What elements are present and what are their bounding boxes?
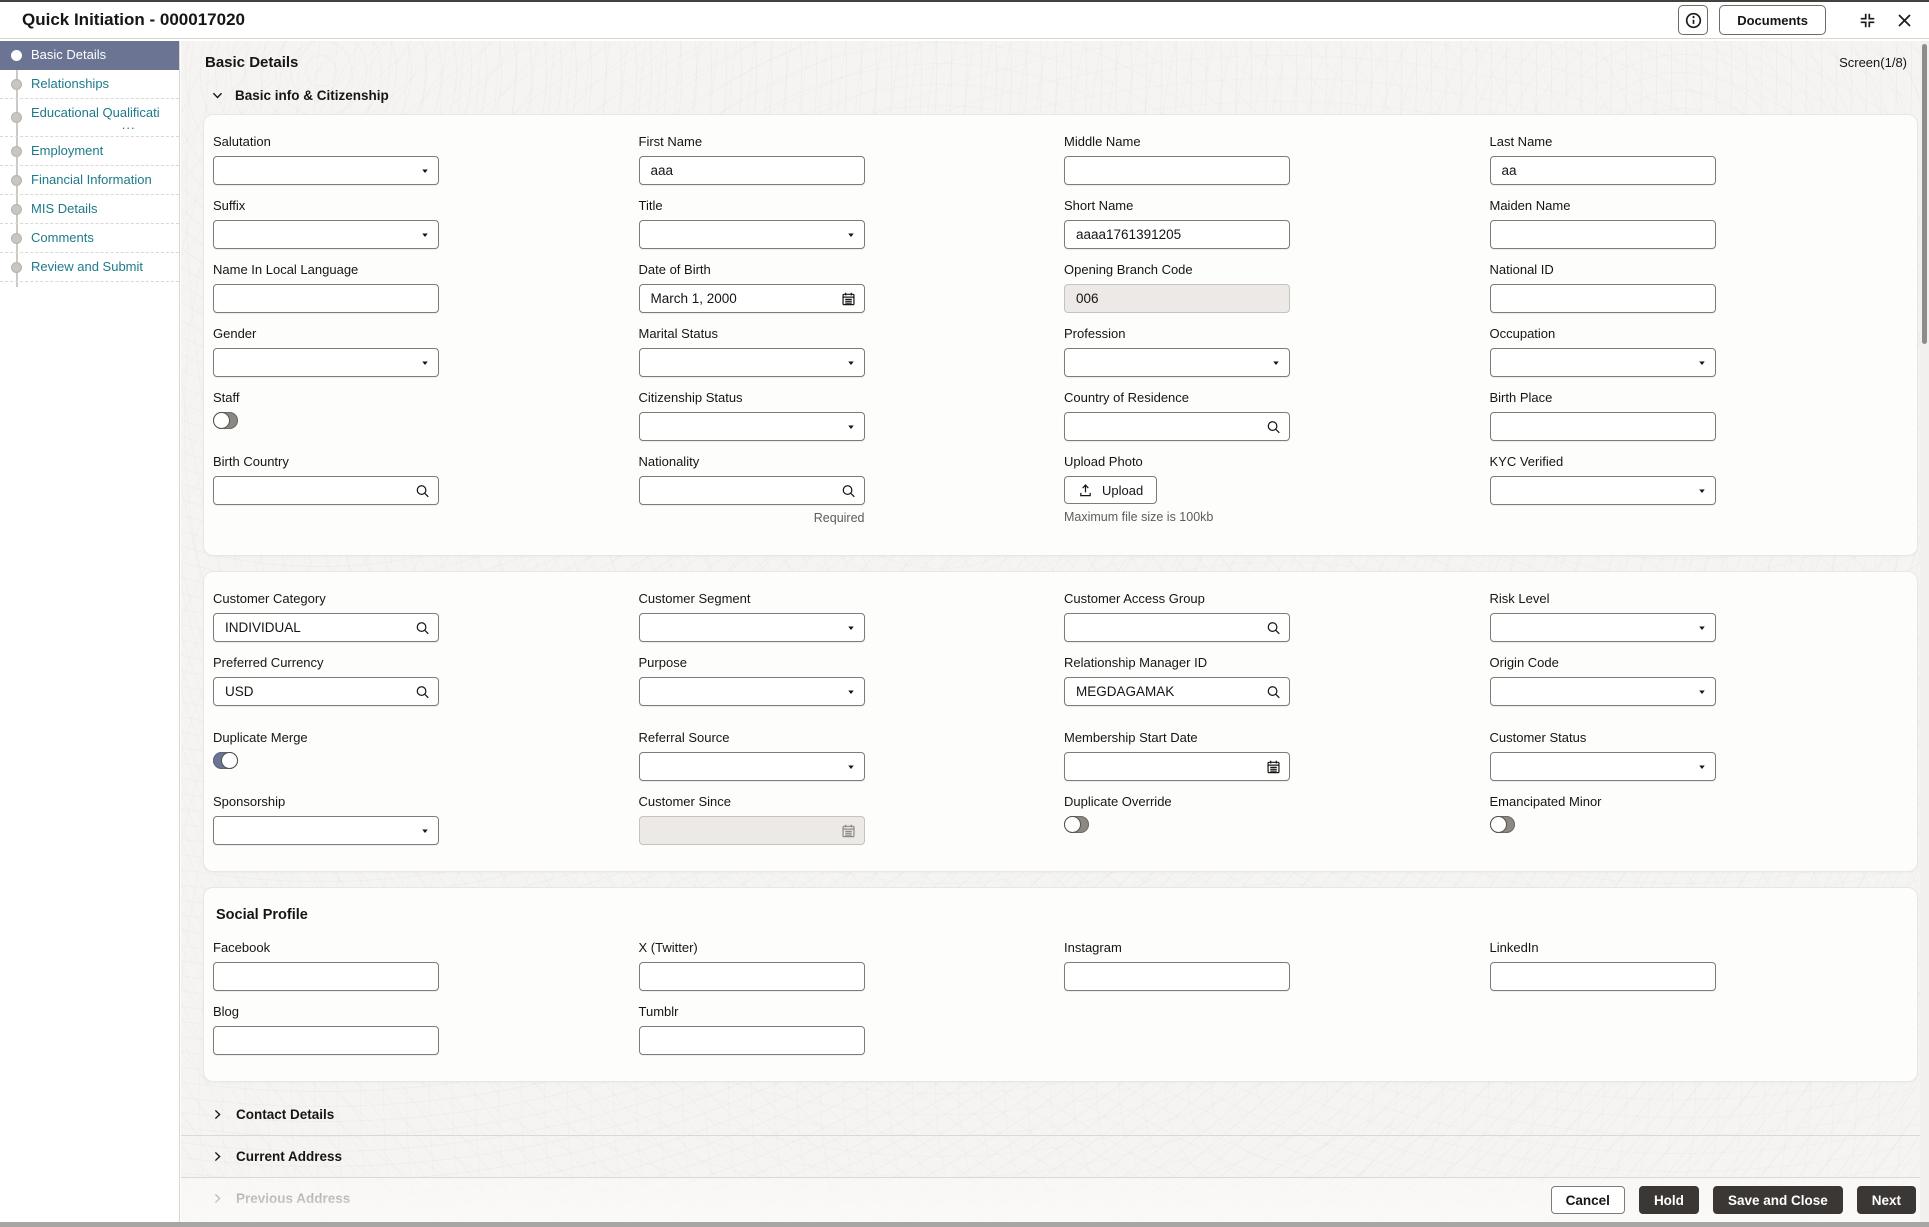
chevron-down-icon xyxy=(420,230,430,240)
sidebar-item-employment[interactable]: Employment xyxy=(0,137,179,166)
upload-helper-text: Maximum file size is 100kb xyxy=(1064,510,1214,524)
screen-indicator: Screen(1/8) xyxy=(1839,55,1907,70)
page-title: Basic Details xyxy=(205,54,299,71)
chevron-down-icon xyxy=(846,623,856,633)
field-instagram: Instagram xyxy=(1064,940,1290,991)
title-select[interactable] xyxy=(639,220,865,249)
staff-toggle[interactable] xyxy=(213,412,238,429)
sidebar-item-educational-qualification[interactable]: Educational Qualificati ... xyxy=(0,99,179,137)
truncation-ellipsis: ... xyxy=(121,117,136,133)
field-gender: Gender xyxy=(213,326,439,377)
chevron-down-icon xyxy=(846,358,856,368)
toggle-knob xyxy=(222,753,237,768)
close-icon[interactable] xyxy=(1896,12,1913,29)
linkedin-input[interactable] xyxy=(1490,962,1716,991)
toggle-knob xyxy=(214,413,229,428)
chevron-down-icon xyxy=(1697,687,1707,697)
duplicate-merge-toggle[interactable] xyxy=(213,752,238,769)
search-icon[interactable] xyxy=(415,620,430,635)
step-dot-icon xyxy=(11,233,22,244)
field-purpose: Purpose xyxy=(639,655,865,706)
field-profession: Profession xyxy=(1064,326,1290,377)
search-icon[interactable] xyxy=(415,483,430,498)
field-facebook: Facebook xyxy=(213,940,439,991)
search-icon[interactable] xyxy=(1266,419,1281,434)
chevron-down-icon xyxy=(846,422,856,432)
field-blog: Blog xyxy=(213,1004,439,1055)
kyc-verified-select[interactable] xyxy=(1490,476,1716,505)
chevron-down-icon xyxy=(211,89,224,102)
birth-country-lookup[interactable] xyxy=(213,476,439,505)
field-marital-status: Marital Status xyxy=(639,326,865,377)
field-national-id: National ID xyxy=(1490,262,1716,313)
upload-icon xyxy=(1078,483,1093,498)
social-profile-card xyxy=(203,887,1918,1082)
main-scrollbar-thumb[interactable] xyxy=(1922,44,1927,344)
maiden-name-input[interactable] xyxy=(1490,220,1716,249)
step-dot-icon xyxy=(11,112,22,123)
chevron-down-icon xyxy=(846,230,856,240)
chevron-down-icon xyxy=(1697,486,1707,496)
instagram-input[interactable] xyxy=(1064,962,1290,991)
sidebar-item-financial-information[interactable]: Financial Information xyxy=(0,166,179,195)
field-citizenship-status: Citizenship Status xyxy=(639,390,865,441)
footer-action-bar xyxy=(181,1178,1929,1222)
opening-branch-code-input: 006 xyxy=(1064,284,1290,313)
sidebar-item-mis-details[interactable]: MIS Details xyxy=(0,195,179,224)
field-duplicate-override: Duplicate Override xyxy=(1064,794,1290,845)
field-relationship-manager-id: Relationship Manager ID MEGDAGAMAK xyxy=(1064,655,1290,706)
customer-access-group-lookup[interactable] xyxy=(1064,613,1290,642)
info-button[interactable] xyxy=(1678,5,1708,35)
occupation-select[interactable] xyxy=(1490,348,1716,377)
titlebar-actions xyxy=(1678,5,1913,35)
birth-place-input[interactable] xyxy=(1490,412,1716,441)
date-of-birth-datepicker[interactable]: March 1, 2000 xyxy=(639,284,865,313)
field-staff: Staff xyxy=(213,390,439,441)
marital-status-select[interactable] xyxy=(639,348,865,377)
next-button[interactable]: Next xyxy=(1857,1186,1916,1214)
field-maiden-name: Maiden Name xyxy=(1490,198,1716,249)
field-emancipated-minor: Emancipated Minor xyxy=(1490,794,1716,845)
field-first-name: First Name aaa xyxy=(639,134,865,185)
field-last-name: Last Name aa xyxy=(1490,134,1716,185)
step-dot-icon xyxy=(11,50,22,61)
chevron-down-icon xyxy=(420,826,430,836)
field-name-in-local-language: Name In Local Language xyxy=(213,262,439,313)
field-x-twitter: X (Twitter) xyxy=(639,940,865,991)
field-customer-access-group: Customer Access Group xyxy=(1064,591,1290,642)
search-icon[interactable] xyxy=(1266,684,1281,699)
sidebar-item-basic-details[interactable]: Basic Details xyxy=(0,41,179,70)
step-dot-icon xyxy=(11,146,22,157)
field-country-of-residence: Country of Residence xyxy=(1064,390,1290,441)
window-title: Quick Initiation - 000017020 xyxy=(22,10,245,29)
customer-since-datepicker xyxy=(639,816,865,845)
search-icon[interactable] xyxy=(841,483,856,498)
hold-button[interactable]: Hold xyxy=(1639,1186,1699,1214)
profession-select[interactable] xyxy=(1064,348,1290,377)
field-nationality: Nationality Required xyxy=(638,454,865,525)
chevron-down-icon xyxy=(420,166,430,176)
step-dot-icon xyxy=(11,262,22,273)
chevron-down-icon xyxy=(1271,358,1281,368)
customer-classification-card xyxy=(203,571,1918,872)
field-membership-start-date: Membership Start Date xyxy=(1064,730,1290,781)
field-birth-country: Birth Country xyxy=(213,454,439,525)
info-icon xyxy=(1685,12,1702,29)
window-titlebar xyxy=(0,0,1929,39)
emancipated-minor-toggle[interactable] xyxy=(1490,816,1515,833)
gender-select[interactable] xyxy=(213,348,439,377)
preferred-currency-lookup[interactable]: USD xyxy=(213,677,439,706)
accordion-contact-details[interactable]: Contact Details xyxy=(181,1094,1929,1136)
relationship-manager-id-lookup[interactable]: MEGDAGAMAK xyxy=(1064,677,1290,706)
section-basic-info-citizenship[interactable]: Basic info & Citizenship xyxy=(211,88,1929,103)
field-middle-name: Middle Name xyxy=(1064,134,1290,185)
accordion-current-address[interactable]: Current Address xyxy=(181,1136,1929,1178)
upload-button[interactable]: Upload xyxy=(1064,476,1157,504)
main-content xyxy=(181,41,1929,1227)
chevron-down-icon xyxy=(1697,762,1707,772)
duplicate-override-toggle[interactable] xyxy=(1064,816,1089,833)
field-date-of-birth: Date of Birth March 1, 2000 xyxy=(639,262,865,313)
search-icon[interactable] xyxy=(415,684,430,699)
citizenship-status-select[interactable] xyxy=(639,412,865,441)
search-icon[interactable] xyxy=(1266,620,1281,635)
suffix-select[interactable] xyxy=(213,220,439,249)
membership-start-date-datepicker[interactable] xyxy=(1064,752,1290,781)
customer-segment-select[interactable] xyxy=(639,613,865,642)
last-name-input[interactable]: aa xyxy=(1490,156,1716,185)
basic-info-card xyxy=(203,114,1918,556)
field-risk-level: Risk Level xyxy=(1490,591,1716,642)
chevron-down-icon xyxy=(1697,623,1707,633)
required-hint: Required xyxy=(813,511,865,525)
social-profile-title: Social Profile xyxy=(216,907,308,923)
chevron-down-icon xyxy=(846,762,856,772)
step-dot-icon xyxy=(11,204,22,215)
calendar-icon[interactable] xyxy=(841,291,856,306)
x-twitter-input[interactable] xyxy=(639,962,865,991)
field-duplicate-merge: Duplicate Merge xyxy=(213,730,439,781)
field-kyc-verified: KYC Verified xyxy=(1490,454,1716,525)
toggle-knob xyxy=(1491,817,1506,832)
purpose-select[interactable] xyxy=(639,677,865,706)
field-title: Title xyxy=(639,198,865,249)
field-salutation: Salutation xyxy=(213,134,439,185)
name-in-local-language-input[interactable] xyxy=(213,284,439,313)
nationality-lookup[interactable] xyxy=(639,476,865,505)
chevron-right-icon xyxy=(211,1150,224,1163)
origin-code-select[interactable] xyxy=(1490,677,1716,706)
facebook-input[interactable] xyxy=(213,962,439,991)
sidebar-item-relationships[interactable]: Relationships xyxy=(0,70,179,99)
sidebar-item-comments[interactable]: Comments xyxy=(0,224,179,253)
customer-category-lookup[interactable]: INDIVIDUAL xyxy=(213,613,439,642)
field-customer-segment: Customer Segment xyxy=(639,591,865,642)
national-id-input[interactable] xyxy=(1490,284,1716,313)
field-opening-branch-code: Opening Branch Code 006 xyxy=(1064,262,1290,313)
sidebar-item-review-and-submit[interactable]: Review and Submit xyxy=(0,253,179,282)
main-header xyxy=(181,41,1929,71)
short-name-input[interactable]: aaaa1761391205 xyxy=(1064,220,1290,249)
chevron-down-icon xyxy=(420,358,430,368)
cancel-button[interactable]: Cancel xyxy=(1551,1186,1625,1214)
calendar-icon xyxy=(841,823,856,838)
sponsorship-select[interactable] xyxy=(213,816,439,845)
field-suffix: Suffix xyxy=(213,198,439,249)
field-tumblr: Tumblr xyxy=(639,1004,865,1055)
middle-name-input[interactable] xyxy=(1064,156,1290,185)
referral-source-select[interactable] xyxy=(639,752,865,781)
step-dot-icon xyxy=(11,79,22,90)
wizard-sidebar xyxy=(0,41,180,1227)
field-origin-code: Origin Code xyxy=(1490,655,1716,706)
window-bottom-edge xyxy=(0,1222,1929,1227)
salutation-select[interactable] xyxy=(213,156,439,185)
risk-level-select[interactable] xyxy=(1490,613,1716,642)
field-linkedin: LinkedIn xyxy=(1490,940,1716,991)
blog-input[interactable] xyxy=(213,1026,439,1055)
toggle-knob xyxy=(1065,817,1080,832)
field-referral-source: Referral Source xyxy=(639,730,865,781)
field-customer-category: Customer Category INDIVIDUAL xyxy=(213,591,439,642)
first-name-input[interactable]: aaa xyxy=(639,156,865,185)
calendar-icon[interactable] xyxy=(1266,759,1281,774)
collapse-fullscreen-icon[interactable] xyxy=(1859,12,1876,29)
window-controls xyxy=(1859,12,1913,29)
field-sponsorship: Sponsorship xyxy=(213,794,439,845)
field-birth-place: Birth Place xyxy=(1490,390,1716,441)
field-upload-photo: Upload Photo Upload Maximum file size is 100kb xyxy=(1064,454,1290,525)
country-of-residence-lookup[interactable] xyxy=(1064,412,1290,441)
field-preferred-currency: Preferred Currency USD xyxy=(213,655,439,706)
chevron-down-icon xyxy=(846,687,856,697)
customer-status-select[interactable] xyxy=(1490,752,1716,781)
save-and-close-button[interactable]: Save and Close xyxy=(1713,1186,1843,1214)
documents-button[interactable]: Documents xyxy=(1719,5,1826,35)
step-dot-icon xyxy=(11,175,22,186)
chevron-right-icon xyxy=(211,1108,224,1121)
tumblr-input[interactable] xyxy=(639,1026,865,1055)
field-customer-status: Customer Status xyxy=(1490,730,1716,781)
field-short-name: Short Name aaaa1761391205 xyxy=(1064,198,1290,249)
chevron-down-icon xyxy=(1697,358,1707,368)
field-occupation: Occupation xyxy=(1490,326,1716,377)
field-customer-since: Customer Since xyxy=(639,794,865,845)
